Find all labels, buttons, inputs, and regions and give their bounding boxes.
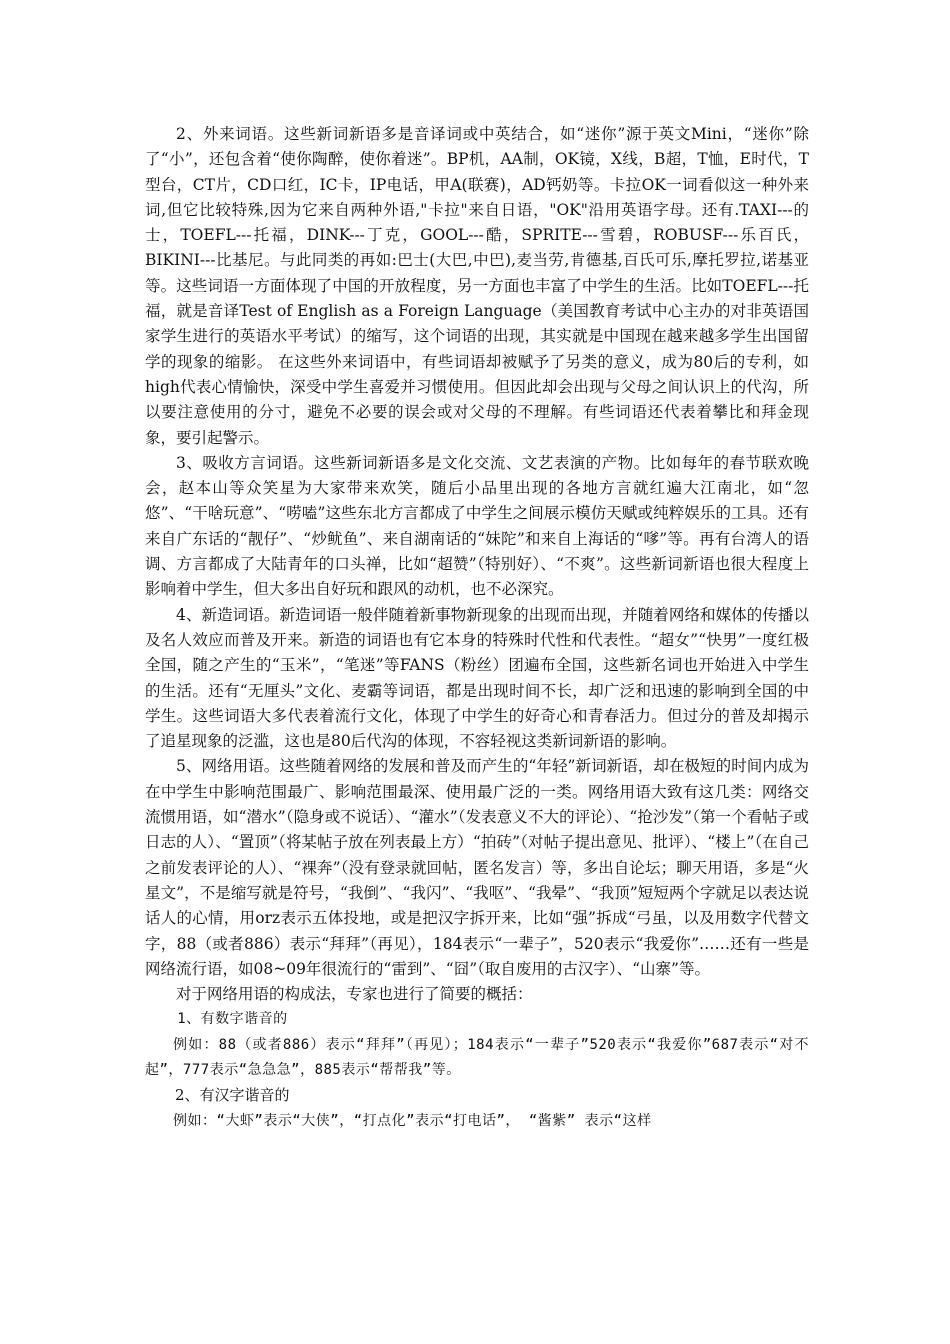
paragraph-loanwords: 2、外来词语。这些新词新语多是音译词或中英结合，如“迷你”源于英文Mini，“迷你”除了“小”，还包含着“使你陶醉，使你着迷”。BP机，AA制，OK镜，X线，B超，T恤，E时代，T型台，CT片，CD口红，IC卡，IP电话，甲A(联赛)，AD钙奶等。卡拉OK一词看似这一种外来词,但它比较特殊,因为它来自两种外语,"卡拉"来自日语，"OK"沿用英语字母。还有.TAXI---的士，TOEFL---托福，DINK---丁克，GOOL---酷，SPRITE---雪碧，ROBUSF---乐百氏，BIKINI---比基尼。与此同类的再如:巴士(大巴,中巴),麦当劳,肯德基,百氏可乐,摩托罗拉,诺基亚等。这些词语一方面体现了中国的开放程度，另一方面也丰富了中学生的生活。比如TOEFL---托福，就是音译Test of English as a Foreign Language（美国教育考试中心主办的对非英语国家学生进行的英语水平考试）的缩写，这个词语的出现，其实就是中国现在越来越多学生出国留学的现象的缩影。 在这些外来词语中，有些词语却被赋予了另类的意义，成为80后的专利，如high代表心情愉快，深受中学生喜爱并习惯使用。但因此却会出现与父母之间认识上的代沟，所以要注意使用的分寸，避免不必要的误会或对父母的不理解。有些词语还代表着攀比和拜金现象，要引起警示。	[145, 125, 809, 447]
subheading-character-homophones: 2、有汉字谐音的	[175, 1086, 290, 1105]
paragraph-internet-slang: 5、网络用语。这些随着网络的发展和普及而产生的“年轻”新词新语，却在极短的时间内成为在中学生中影响范围最广、影响范围最深、使用最广泛的一类。网络用语大致有这几类：网络交流惯用语，如“潜水”（隐身或不说话）、“灌水”（发表意义不大的评论）、“抢沙发”（第一个看帖子或日志的人）、“置顶”（将某帖子放在列表最上方）“拍砖”（对帖子提出意见、批评）、“楼上”（在自己之前发表评论的人）、“裸奔”（没有登录就回帖，匿名发言）等，多出自论坛；聊天用语，多是“火星文”，不是缩写就是符号，“我倒”、“我闪”、“我呕”、“我晕”、“我顶”短短两个字就足以表达说话人的心情，用orz表示五体投地，或是把汉字拆开来，比如“强”拆成“弓虽，以及用数字代替文字，88（或者886）表示“拜拜”（再见），184表示“一辈子”，520表示“我爱你”……还有一些是网络流行语，如08~09年很流行的“雷到”、“囧”（取自废用的古汉字）、“山寨”等。	[145, 757, 809, 978]
document-page	[145, 122, 809, 1134]
example-character-homophones: 例如：“大虾”表示“大侠”，“打点化”表示“打电话”， “酱紫” 表示“这样	[173, 1112, 652, 1129]
paragraph-dialect-words: 3、吸收方言词语。这些新词新语多是文化交流、文艺表演的产物。比如每年的春节联欢晚会，赵本山等众笑星为大家带来欢笑，随后小品里出现的各地方言就红遍大江南北，如“忽悠”、“干啥玩意”、“唠嗑”这些东北方言都成了中学生之间展示模仿天赋或纯粹娱乐的工具。还有来自广东话的“靓仔”、“炒鱿鱼”、来自湖南话的“妹陀”和来自上海话的“嗲”等。再有台湾人的语调、方言都成了大陆青年的口头禅，比如“超赞”（特别好）、“不爽”。这些新词新语也很大程度上影响着中学生，但大多出自好玩和跟风的动机，也不必深究。	[145, 453, 809, 599]
subheading-number-homophones: 1、有数字谐音的	[177, 1011, 288, 1028]
example-number-homophones: 例如：88（或者886）表示“拜拜”（再见）；184表示“一辈子”520表示“我爱你”687表示“对不起”，777表示“急急急”，885表示“帮帮我”等。	[145, 1036, 809, 1078]
paragraph-coined-words: 4、新造词语。新造词语一般伴随着新事物新现象的出现而出现，并随着网络和媒体的传播以及名人效应而普及开来。新造的词语也有它本身的特殊时代性和代表性。“超女”“快男”一度红极全国，随之产生的“玉米”，“笔迷”等FANS（粉丝）团遍布全国，这些新名词也开始进入中学生的生活。还有“无厘头”文化、麦霸等词语，都是出现时间不长，却广泛和迅速的影响到全国的中学生。这些词语大多代表着流行文化，体现了中学生的好奇心和青春活力。但过分的普及却揭示了追星现象的泛滥，这也是80后代沟的体现，不容轻视这类新词新语的影响。	[145, 605, 809, 751]
paragraph-formation-intro: 对于网络用语的构成法，专家也进行了简要的概括：	[176, 985, 533, 1004]
